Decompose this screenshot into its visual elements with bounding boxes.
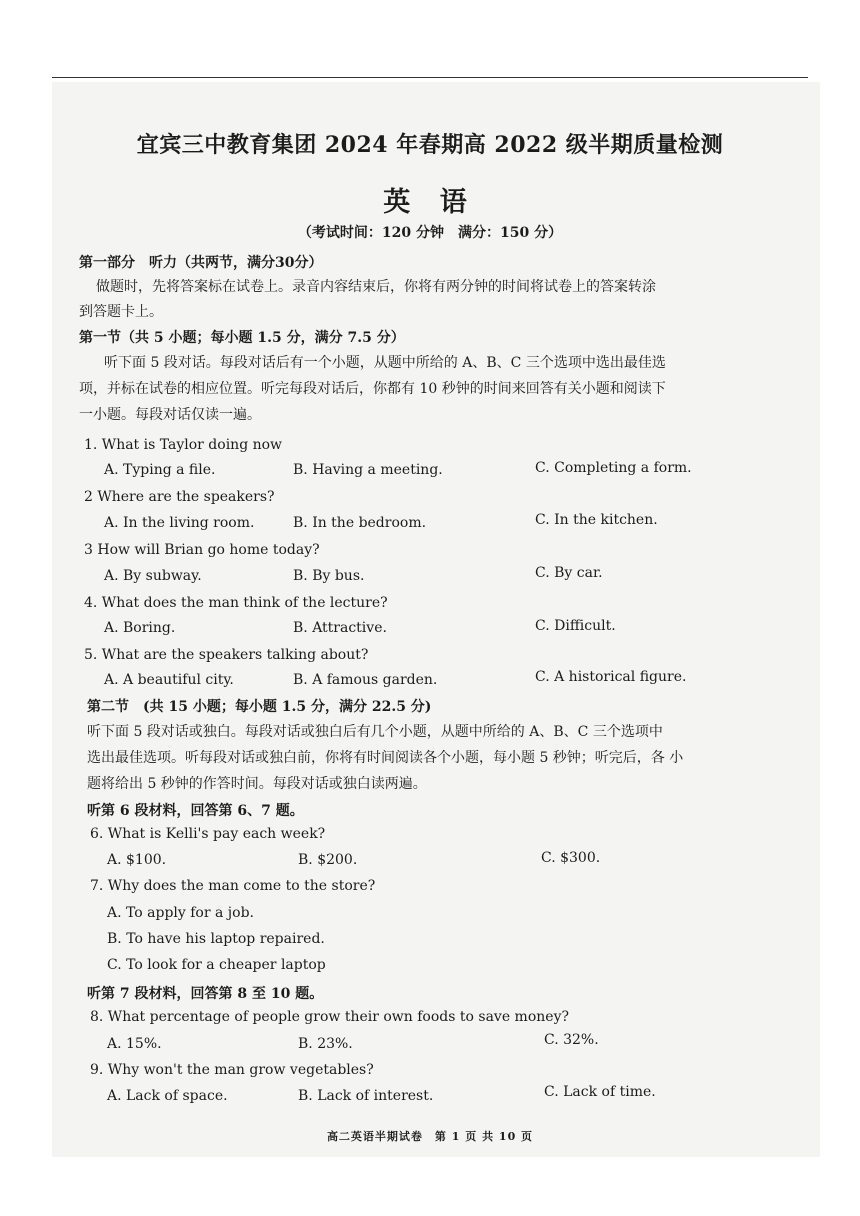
question-4-option-c: C. Difficult. <box>535 618 616 634</box>
question-9-option-a: A. Lack of space. <box>107 1088 228 1104</box>
part1-instruction-line2: 到答题卡上。 <box>79 304 163 320</box>
question-5-option-a: A. A beautiful city. <box>104 672 234 688</box>
question-3: 3 How will Brian go home today? <box>84 542 320 558</box>
section1-heading: 第一节（共 5 小题；每小题 1.5 分，满分 7.5 分） <box>79 330 405 346</box>
question-6-option-a: A. $100. <box>107 852 167 868</box>
question-6-option-c: C. $300. <box>541 850 601 866</box>
question-7-option-c: C. To look for a cheaper laptop <box>107 957 326 973</box>
section1-instruction-line1: 听下面 5 段对话。每段对话后有一个小题，从题中所给的 A、B、C 三个选项中选出最佳选 <box>104 355 666 371</box>
question-4: 4. What does the man think of the lecture? <box>84 595 388 611</box>
question-3-option-c: C. By car. <box>535 565 603 581</box>
question-1-option-c: C. Completing a form. <box>535 460 692 476</box>
question-3-option-b: B. By bus. <box>293 568 365 584</box>
part1-heading: 第一部分 听力（共两节，满分30分） <box>79 255 323 271</box>
question-9: 9. Why won't the man grow vegetables? <box>90 1062 374 1078</box>
question-2-option-b: B. In the bedroom. <box>293 515 427 531</box>
question-4-option-a: A. Boring. <box>104 620 176 636</box>
top-rule <box>52 77 808 78</box>
page-footer: 高二英语半期试卷 第 1 页 共 10 页 <box>326 1130 534 1143</box>
section2-instruction-line3: 题将给出 5 秒钟的作答时间。每段对话或独白读两遍。 <box>87 776 427 792</box>
question-2-option-a: A. In the living room. <box>104 515 255 531</box>
question-6-option-b: B. $200. <box>298 852 358 868</box>
section1-instruction-line2: 项，并标在试卷的相应位置。听完每段对话后，你都有 10 秒钟的时间来回答有关小题和阅读下 <box>79 381 666 397</box>
question-1-option-b: B. Having a meeting. <box>293 462 443 478</box>
question-2: 2 Where are the speakers? <box>84 489 275 505</box>
question-3-option-a: A. By subway. <box>104 568 202 584</box>
exam-info: （考试时间：120 分钟 满分：150 分） <box>297 225 563 241</box>
question-8-option-c: C. 32%. <box>544 1032 599 1048</box>
question-7-option-a: A. To apply for a job. <box>107 905 254 921</box>
exam-title: 宜宾三中教育集团 2024 年春期高 2022 级半期质量检测 <box>136 132 724 158</box>
section2-instruction-line2: 选出最佳选项。听每段对话或独白前，你将有时间阅读各个小题，每小题 5 秒钟；听完后，各 小 <box>87 750 684 766</box>
question-6: 6. What is Kelli's pay each week? <box>90 826 326 842</box>
question-8-option-a: A. 15%. <box>107 1036 162 1052</box>
question-5: 5. What are the speakers talking about? <box>84 647 369 663</box>
section1-instruction-line3: 一小题。每段对话仅读一遍。 <box>79 407 261 423</box>
question-1-option-a: A. Typing a file. <box>104 462 216 478</box>
subject-title: 英 语 <box>383 187 477 218</box>
part1-instruction-line1: 做题时，先将答案标在试卷上。录音内容结束后，你将有两分钟的时间将试卷上的答案转涂 <box>96 279 656 295</box>
material-6-heading: 听第 6 段材料，回答第 6、7 题。 <box>87 803 304 819</box>
question-5-option-b: B. A famous garden. <box>293 672 438 688</box>
material-7-heading: 听第 7 段材料，回答第 8 至 10 题。 <box>87 986 324 1002</box>
question-7-option-b: B. To have his laptop repaired. <box>107 931 325 947</box>
question-1: 1. What is Taylor doing now <box>84 437 283 453</box>
question-5-option-c: C. A historical figure. <box>535 669 687 685</box>
question-2-option-c: C. In the kitchen. <box>535 512 658 528</box>
section2-heading: 第二节 (共 15 小题；每小题 1.5 分，满分 22.5 分) <box>87 699 432 715</box>
question-7: 7. Why does the man come to the store? <box>90 878 376 894</box>
question-9-option-c: C. Lack of time. <box>544 1084 656 1100</box>
question-9-option-b: B. Lack of interest. <box>298 1088 434 1104</box>
question-8: 8. What percentage of people grow their own foods to save money? <box>90 1009 569 1025</box>
section2-instruction-line1: 听下面 5 段对话或独白。每段对话或独白后有几个小题，从题中所给的 A、B、C 三个选项中 <box>87 724 663 740</box>
question-4-option-b: B. Attractive. <box>293 620 387 636</box>
question-8-option-b: B. 23%. <box>298 1036 353 1052</box>
